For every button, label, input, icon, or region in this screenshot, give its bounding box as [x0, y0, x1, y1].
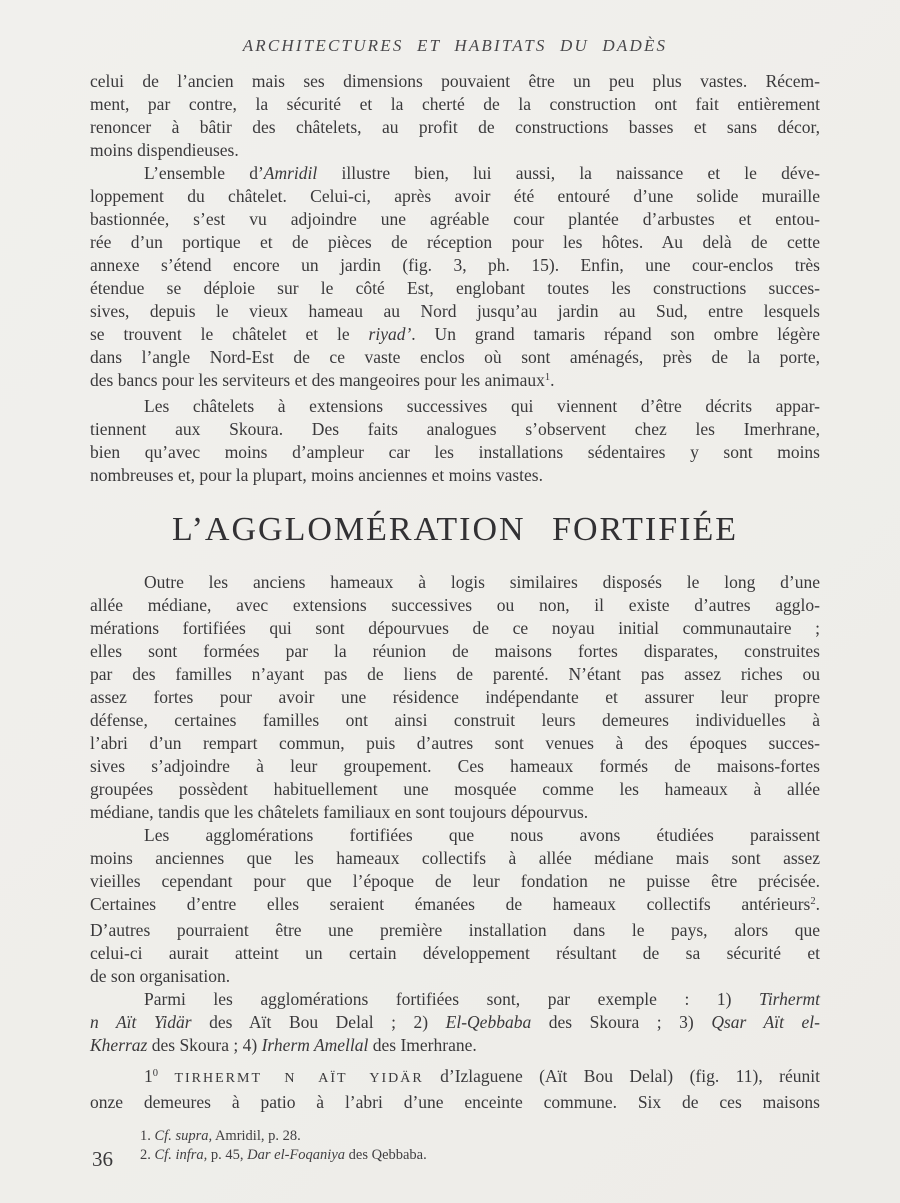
text-segment: TIRHERMT N AÏT YIDÄR [174, 1071, 424, 1086]
text-block-after-heading [90, 571, 820, 1114]
text-segment: par des familles n’ayant pas de liens de parenté. N’étant pas assez riches ou [90, 664, 820, 684]
text-segment: Outre les anciens hameaux à logis similaires disposés le long d’une [144, 572, 820, 592]
text-line [90, 778, 820, 801]
text-segment: celui de l’ancien mais ses dimensions pouvaient être un peu plus vastes. Récem- [90, 71, 820, 91]
running-head: ARCHITECTURES ET HABITATS DU DADÈS [242, 36, 668, 55]
text-line [90, 942, 820, 965]
text-segment: des Skoura ; 3) [531, 1012, 712, 1032]
text-line [90, 755, 820, 778]
footnote-reference: 0 [152, 1068, 158, 1080]
text-line [90, 893, 820, 919]
text-segment: défense, certaines familles ont ainsi construit leurs demeures individuelles à [90, 710, 820, 730]
text-segment: assez fortes pour avoir une résidence indépendante et assurer leur propre [90, 687, 820, 707]
text-line [90, 116, 820, 139]
text-line [90, 801, 820, 824]
footnote-reference: 1 [544, 372, 551, 384]
text-segment: des Qebbaba. [345, 1147, 427, 1163]
text-segment: L’ensemble d’ [144, 163, 264, 183]
text-segment: annexe s’étend encore un jardin (fig. 3, ph. 15). Enfin, une cour-enclos très [90, 255, 820, 275]
text-segment: Les châtelets à extensions successives qui viennent d’être décrits appar- [144, 396, 820, 416]
text-segment: p. 45, [207, 1147, 248, 1163]
text-segment: Cf. supra, [154, 1128, 213, 1144]
text-segment: se trouvent le châtelet et le [90, 324, 369, 344]
text-line [90, 988, 820, 1011]
text-segment: riyad’ [368, 324, 412, 344]
text-line [90, 571, 820, 594]
text-segment: des Aït Bou Delal ; 2) [191, 1012, 446, 1032]
text-segment: renoncer à bâtir des châtelets, au profit de constructions basses et sans décor, [90, 117, 820, 137]
text-segment: des Skoura ; 4) [147, 1035, 262, 1055]
text-segment: Les agglomérations fortifiées que nous avons étudiées paraissent [144, 825, 820, 845]
text-line [90, 709, 820, 732]
text-line [90, 1065, 820, 1091]
text-segment: elles sont formées par la réunion de maisons fortes disparates, construites [90, 641, 820, 661]
text-segment: loppement du châtelet. Celui-ci, après avoir été entouré d’une solide muraille [90, 186, 820, 206]
text-segment: . [815, 894, 820, 914]
text-line [90, 663, 820, 686]
section-heading: L’AGGLOMÉRATION FORTIFIÉE [171, 511, 739, 548]
paragraph [90, 988, 820, 1057]
text-segment: n Aït Yidär [90, 1012, 192, 1032]
text-segment: Amridil, p. 28. [212, 1128, 301, 1144]
footnote [140, 1127, 820, 1146]
text-segment: rée d’un portique et de pièces de réception pour les hôtes. Au delà de cette [90, 232, 820, 252]
text-line [90, 847, 820, 870]
text-line [90, 732, 820, 755]
footnote-reference: 2 [810, 896, 816, 908]
text-segment: Tirhermt [759, 989, 820, 1009]
text-segment: celui-ci aurait atteint un certain développement résultant de sa sécurité et [90, 943, 820, 963]
text-line [90, 870, 820, 893]
text-line [90, 1011, 820, 1034]
text-line [90, 418, 820, 441]
text-segment: nombreuses et, pour la plupart, moins anciennes et moins vastes. [90, 465, 543, 485]
text-line [90, 208, 820, 231]
text-line [90, 277, 820, 300]
text-segment: de son organisation. [90, 966, 231, 986]
text-line [90, 70, 820, 93]
text-segment: 2. [140, 1147, 155, 1163]
text-line [90, 300, 820, 323]
text-segment: l’abri d’un rempart commun, puis d’autres sont venues à des époques succes- [90, 733, 820, 753]
text-segment: Irherm Amellal [261, 1035, 369, 1055]
paragraph [90, 571, 820, 824]
paragraph [90, 824, 820, 988]
text-segment: . Un grand tamaris répand son ombre légère [411, 324, 820, 344]
text-line [90, 93, 820, 116]
paragraph [90, 1065, 820, 1114]
text-segment: vieilles cependant pour que l’époque de leur fondation ne puisse être précisée. [90, 871, 820, 891]
text-line [90, 139, 820, 162]
text-segment: groupées possèdent habituellement une mosquée comme les hameaux à allée [90, 779, 820, 799]
text-segment: Kherraz [90, 1035, 148, 1055]
text-segment: D’autres pourraient être une première installation dans le pays, alors que [90, 920, 820, 940]
text-line [90, 1034, 820, 1057]
text-segment [158, 1066, 174, 1086]
text-line [90, 617, 820, 640]
text-line [90, 162, 820, 185]
text-line [90, 824, 820, 847]
text-segment: Qsar Aït el- [711, 1012, 820, 1032]
text-segment: allée médiane, avec extensions successives ou non, il existe d’autres agglo- [90, 595, 820, 615]
text-segment: des bancs pour les serviteurs et des mangeoires pour les animaux [90, 370, 545, 390]
text-segment: tiennent aux Skoura. Des faits analogues s’observent chez les Imerhrane, [90, 419, 820, 439]
text-segment: moins dispendieuses. [90, 140, 239, 160]
text-block-before-heading [90, 70, 820, 487]
footnote [140, 1146, 820, 1165]
paragraph [90, 70, 820, 162]
text-segment: ment, par contre, la sécurité et la cherté de la construction ont fait entièrement [90, 94, 820, 114]
text-line [90, 441, 820, 464]
text-line [90, 185, 820, 208]
text-segment: bastionnée, s’est vu adjoindre une agréable cour plantée d’arbustes et entou- [90, 209, 820, 229]
page-number: 36 [92, 1147, 113, 1171]
text-segment: Cf. infra, [154, 1147, 208, 1163]
text-segment: dans l’angle Nord-Est de ce vaste enclos où sont aménagés, près de la porte, [90, 347, 820, 367]
text-segment: illustre bien, lui aussi, la naissance et le déve- [317, 163, 820, 183]
text-segment: 1 [144, 1066, 153, 1086]
text-line [90, 323, 820, 346]
text-segment: Dar el-Foqaniya [247, 1147, 346, 1163]
text-segment: Amridil [263, 163, 318, 183]
paragraph [90, 162, 820, 395]
text-segment: sives, depuis le vieux hameau au Nord jusqu’au jardin au Sud, entre lesquels [90, 301, 820, 321]
text-line [90, 640, 820, 663]
footnotes [140, 1127, 820, 1165]
text-segment: mérations fortifiées qui sont dépourvues de ce noyau initial communautaire ; [90, 618, 820, 638]
text-line [90, 965, 820, 988]
text-segment: sives s’adjoindre à leur groupement. Ces hameaux formés de maisons-fortes [90, 756, 820, 776]
text-segment: 1. [140, 1128, 155, 1144]
text-line [90, 594, 820, 617]
text-line [90, 919, 820, 942]
text-line [90, 231, 820, 254]
text-segment: moins anciennes que les hameaux collectifs à allée médiane mais sont assez [90, 848, 820, 868]
text-segment: El-Qebbaba [445, 1012, 532, 1032]
text-segment: bien qu’avec moins d’ampleur car les installations sédentaires y sont moins [90, 442, 820, 462]
text-segment: Certaines d’entre elles seraient émanées de hameaux collectifs antérieurs [90, 894, 811, 914]
text-line [90, 686, 820, 709]
text-line [90, 464, 820, 487]
text-segment: des Imerhrane. [368, 1035, 477, 1055]
text-line [90, 369, 820, 395]
paragraph [90, 395, 820, 487]
text-segment: onze demeures à patio à l’abri d’une enceinte commune. Six de ces maisons [90, 1092, 820, 1112]
text-line [90, 1091, 820, 1114]
text-line [90, 346, 820, 369]
text-line [90, 395, 820, 418]
text-segment: d’Izlaguene (Aït Bou Delal) (fig. 11), réunit [423, 1066, 820, 1086]
text-segment: médiane, tandis que les châtelets familiaux en sont toujours dépourvus. [90, 802, 589, 822]
text-segment: . [550, 370, 555, 390]
text-line [90, 254, 820, 277]
text-segment: étendue se déploie sur le côté Est, englobant toutes les constructions succes- [90, 278, 820, 298]
text-segment: Parmi les agglomérations fortifiées sont, par exemple : 1) [144, 989, 760, 1009]
